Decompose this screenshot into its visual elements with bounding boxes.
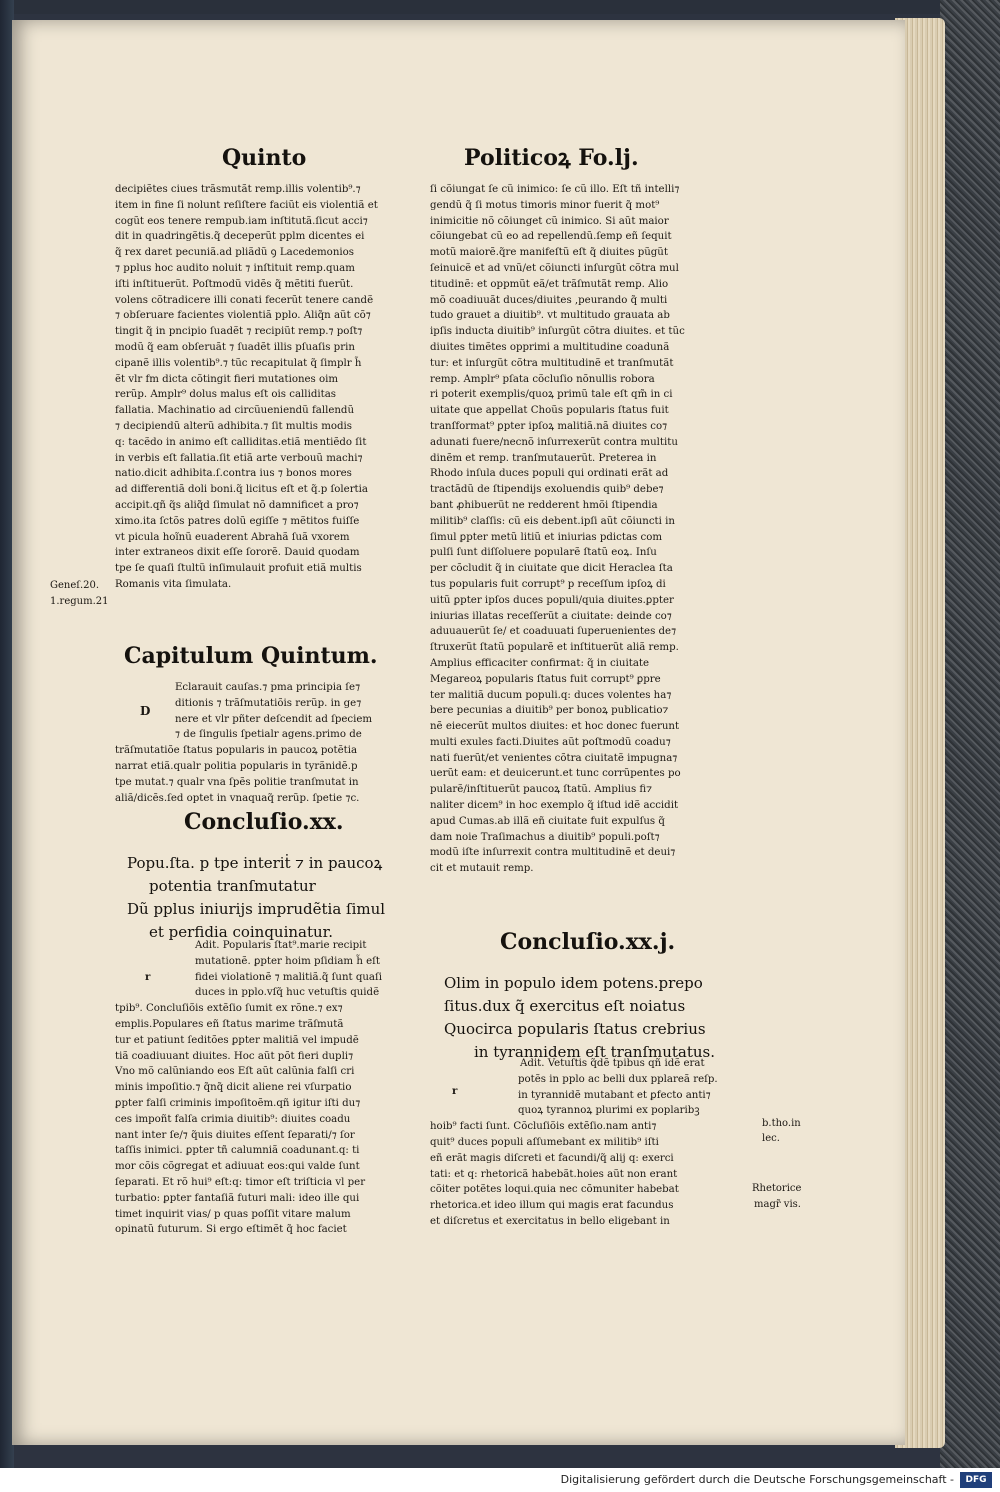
text-line: modũ iſte inſurrexit contra multitudinẽ et deui⁊ [430,847,676,859]
margin-note-regum: 1.regum.21 [50,596,109,607]
text-line: Amplius efficaciter confirmat: q̃ in ciuitate [430,657,650,669]
footer-credit: Digitalisierung gefördert durch die Deutsche Forschungsgemeinschaft - [560,1473,954,1486]
chapter-title: Capitulum Quintum. [124,643,378,669]
text-line: Rhodo inſula duces populi qui ordinati erãt ad [430,468,669,480]
text-line: Adit. Popularis ſtat⁹.marie recipit [195,940,367,951]
margin-note-rhetorice: Rhetorice [752,1183,802,1194]
left-text-block [115,182,415,593]
text-line: tpib⁹. Concluſiõis extẽſio ſumit ex rõne.⁊ ex⁊ [115,1003,343,1015]
text-line: bere pecunias a diuitib⁹ per bonoꝝ publicatio⁊ [430,705,669,717]
text-line: multi exules facti.Diuites aũt poſtmodũ coadu⁊ [430,736,671,748]
right-conclusion-title: Concluſio.xx.j. [500,929,676,955]
text-line: Adit. Vetuſtis q̃dẽ tpibus qñ idẽ erat [520,1058,705,1069]
text-line: uitũ ꝑpter ipſos duces populi/quia diuites.ꝑpter [430,594,674,606]
text-line: tur et patiunt ſeditões ꝑpter malitiã vel impudẽ [115,1034,359,1046]
text-line: cõiungebat cũ eo ad repellendũ.ſemp eñ ſequit [430,231,672,243]
text-line: et perfidia coinquinatur. [149,923,333,941]
text-line: ſimul ꝑpter metũ litiũ et iniurias pdictas com [430,531,663,543]
text-line: per cõcludit q̃ in ciuitate que dicit Heraclea ſta [430,563,673,575]
text-line: Romanis vita ſimulata. [115,578,232,590]
text-line: Vno mõ calũniando eos Eſt aũt calũnia falſi cri [115,1066,355,1078]
text-line: trãſmutatiõe ſtatus popularis in paucoꝝ potẽtia [115,745,358,757]
text-line: ipſis inducta diuitib⁹ inſurgũt cõtra diuites. et tũc [430,326,685,338]
text-line: ad differentiã doli boni.q̃ licitus eſt et q̃.p ſolertia [115,484,368,496]
text-line: accipit.qñ q̃s aliq̃d ſimulat nõ damnificet a pro⁊ [115,499,359,511]
text-line: nant inter ſe/⁊ q̃uis diuites eſſent ſeparati/⁊ ſor [115,1129,355,1141]
text-line: tudo grauet a diuitib⁹. vt multitudo grauata ab [430,310,670,322]
text-line: eñ erãt magis diſcreti et facundi/q̃ alij q: exerci [430,1152,674,1164]
left-body-block [115,938,425,1238]
text-line: Megareoꝝ popularis ſtatus fuit corrupt⁹ ꝑpre [430,673,661,685]
text-line: tranſformat⁹ ꝑpter ipſoꝝ malitiã.nã diuites co⁊ [430,420,668,432]
text-line: ſeparati. Et rõ hui⁹ eſt:q: timor eſt triſticia vl per [115,1176,366,1188]
text-line: item in fine ſi nolunt reſiſtere faciũt eis violentiã et [115,199,378,211]
text-line: motũ maiorẽ.q̃re manifeſtũ eſt q̃ diuites pũgũt [430,247,668,259]
text-line: in verbis eſt fallatia.ſit etiã arte verbouũ machi⁊ [115,452,363,464]
text-line: natio.dicit adhibita.ſ.contra ius ⁊ bonos mores [115,468,352,480]
text-line: volens cõtradicere illi conati fecerũt tenere candẽ [115,294,374,306]
text-line: inter extraneos dixit eſſe ſororẽ. Dauid quodam [115,547,360,559]
book-page [12,20,905,1445]
text-line: ⁊ de ſingulis ſpetialr agens.primo de [175,729,362,741]
text-line: fidei violationẽ ⁊ malitiã.q̃ ſunt quaſi [195,971,383,983]
text-line: nati fuerũt/et venientes cõtra ciuitatẽ impugna⁊ [430,752,678,764]
left-conclusion-title: Concluſio.xx. [184,809,344,835]
text-line: aliã/dicẽs.ſed optet in vnaquaq̃ rerũp. ſpetie ⁊c. [115,792,360,804]
text-line: militib⁹ claſſis: cũ eis debent.ipſi aũt cõiuncti in [430,515,675,527]
text-line: modũ q̃ eam obſeruãt ⁊ ſuadẽt illis pſuaſis prin [115,341,355,353]
text-line: et diſcretus et exercitatus in bello eligebant in [430,1215,670,1227]
margin-note-magr: magr̃ vis. [754,1199,801,1210]
text-line: titudinẽ: et oppmũt eã/et trãſmutãt remp. Alio [430,278,669,290]
text-line: tractãdũ de ſtipendijs exoluendis quib⁹ debe⁊ [430,484,664,496]
dfg-logo: DFG [960,1472,992,1488]
text-line: Olim in populo idem potens.prepo [444,974,703,992]
text-line: dinẽm et remp. tranſmutauerũt. Preterea in [430,452,657,464]
text-line: decipiẽtes ciues trãsmutãt remp.illis volentib⁹.⁊ [115,184,361,195]
text-line: ri poterit exemplis/quoꝝ primũ tale eſt qm̃ in ci [430,389,673,401]
text-line: uitate que appellat Choũs popularis ſtatus fuit [430,405,669,417]
text-line: mõ coadiuuãt duces/diuites ,peurando q̃ multi [430,294,668,306]
text-line: Eclarauit cauſas.⁊ pma principia ſe⁊ [175,682,361,693]
right-running-header: Politicoꝝ Fo.lj. [464,145,639,171]
chapter-text-block [115,680,415,806]
text-line: in tyrannidẽ mutabant et ꝑfecto anti⁊ [518,1089,711,1101]
text-line: iniurias illatas receſſerũt a ciuitate: deinde co⁊ [430,610,672,622]
text-line: Dũ pplus iniurijs imprudẽtia ſimul [127,900,386,918]
text-line: aduuauerũt ſe/ et coaduuati ſuperuenientes de⁊ [430,626,677,638]
footer-bar [0,1468,1000,1492]
text-line: cõiter potẽtes loqui.quia nec cõmuniter habebat [430,1184,679,1196]
text-line: ximo.ita ſctõs patres dolũ egiſſe ⁊ mẽtitos fuiſſe [115,515,360,527]
text-line: fallatia. Machinatio ad circũueniendũ fallendũ [115,405,355,417]
text-line: ſeinuicẽ et ad vnũ/et cõiuncti inſurgũt cõtra mul [430,262,679,274]
text-line: rerũp. Amplr⁹ dolus malus eſt ois calliditas [115,389,336,401]
text-line: taſſis inimici. ꝑpter tñ calumniã coadunant.q: ti [115,1145,360,1157]
text-line: cogũt eos tenere rempub.iam inſtitutã.ſicut acci⁊ [115,215,368,227]
text-line: turbatio: ꝑpter fantaſiã futuri mali: ideo ille qui [115,1192,360,1204]
text-line: tiã coadiuuant diuites. Hoc aũt põt fieri dupli⁊ [115,1050,354,1062]
text-line: tpe ſe quaſi ſtultũ inſimulauit profuit etiã multis [115,563,362,575]
text-line: adunati fuere/necnõ inſurrexerũt contra multitu [430,436,678,448]
text-line: ter malitiã ducum populi.q: duces volentes ha⁊ [430,689,672,701]
text-line: pularẽ/inſtituerũt paucoꝝ ſtatũ. Amplius fi⁊ [430,784,653,796]
text-line: tpe mutat.⁊ qualr vna ſpẽs politie tranſmutat in [115,776,359,788]
text-line: gendũ q̃ ſi motus timoris minor fuerit q̃ mot⁹ [430,199,660,211]
text-line: ſitus.dux q̃ exercitus eſt noiatus [444,997,686,1015]
text-line: tingit q̃ in pncipio ſuadẽt ⁊ recipiũt remp.⁊ poſt⁊ [115,326,363,338]
text-line: emplis.Populares eñ ſtatus marime trãſmutã [115,1018,344,1030]
text-line: diuites timẽtes opprimi a multitudine coadunã [430,341,670,353]
text-line: ⁊ obſeruare facientes violentiã pplo. Aliq̃n aũt cõ⁊ [115,310,371,322]
text-line: mor cõis cõgregat et adiuuat eos:qui valde ſunt [115,1161,360,1173]
text-line: opinatũ futurum. Si ergo eſtimẽt q̃ hoc faciet [115,1224,347,1236]
text-line: potẽs in pplo ac belli dux pplareã reſp. [518,1073,718,1085]
text-line: dit in quadringẽtis.q̃ deceperũt pplm dicentes ei [115,231,365,243]
text-line: ditionis ⁊ trãſmutatiõis rerũp. in ge⁊ [175,697,362,709]
text-line: rhetorica.et ideo illum qui magis erat facundus [430,1200,674,1212]
text-line: timet inquirit vias/ p quas poſſit vitare malum [115,1208,351,1220]
text-line: narrat etiã.qualr politia popularis in tyrãnidẽ.p [115,760,358,772]
text-line: remp. Amplr⁹ pſata cõcluſio nõnullis robora [430,373,655,385]
text-line: inimicitie nõ cõiunget cũ inimico. Si aũt maior [430,215,669,227]
text-line: vt picula hoĩnũ euaderent Abrahã ſuã vxorem [115,531,350,543]
margin-note-genesis: Geneſ.20. [50,580,100,591]
text-line: ſi cõiungat ſe cũ inimico: ſe cũ illo. Eſt tñ intelli⁊ [430,184,680,195]
text-line: uerũt eam: et deuicerunt.et tunc corrũpentes po [430,768,681,780]
margin-note-tho: b.tho.in [762,1118,801,1129]
text-line: tus popularis fuit corrupt⁹ p receſſum ipſoꝝ di [430,578,666,590]
text-line: Popu.ſta. p tpe interiṫ ⁊ in paucoꝝ [127,854,383,872]
chapter-initial: D [140,704,151,718]
text-line: q̃ rex daret pecuniã.ad pliãdũ ꝯ Lacedemonios [115,247,354,259]
right-body-marker: r [452,1085,458,1097]
text-line: ẽt vlr fm dicta cõtingit fieri mutationes oim [115,373,339,385]
text-line: tur: et inſurgũt cõtra multitudinẽ et tranſmutãt [430,357,674,369]
book-cover-right [940,0,1000,1468]
right-text-block [430,182,745,877]
text-line: ſtruxerũt ſtatũ popularẽ et inſtituerũt aliã remp. [430,642,679,654]
right-conclusion-verse [444,972,764,1064]
text-line: nẽ eiecerũt multos diuites: et hoc donec fuerunt [430,721,680,733]
left-conclusion-verse [127,852,427,944]
text-line: pulſi ſunt diſſoluere popularẽ ſtatũ eoꝝ. Inſu [430,547,657,559]
left-running-header: Quinto [222,145,307,171]
text-line: tati: et q: rhetoricã habebãt.hoies aũt non erant [430,1168,678,1180]
text-line: potentia tranſmutatur [149,877,316,895]
text-line: bant ꝓhibuerũt ne redderent hmõi ſtipendia [430,499,658,511]
book-cover-top [0,0,1000,14]
text-line: quit⁹ duces populi aſſumebant ex militib⁹ iſti [430,1136,659,1148]
text-line: q: tacẽdo in animo eſt calliditas.etiã mentiẽdo ſit [115,436,367,448]
left-body-marker: r [145,971,151,983]
text-line: mutationẽ. ꝑpter hoim pſidiam h̃ eſt [195,955,381,967]
text-line: ⁊ decipiendũ alterũ adhibita.⁊ ſit multis modis [115,420,352,432]
text-line: ꝑpter falſi criminis impoſitoẽm.qñ igitur iſti du⁊ [115,1097,361,1109]
text-line: quoꝝ tyrannoꝝ plurimi ex poplaribꝫ [518,1105,700,1117]
text-line: hoib⁹ facti ſunt. Cõcluſiõis extẽſio.nam anti⁊ [430,1121,657,1133]
text-line: duces in pplo.vſq̃ huc vetuſtis quidẽ [195,987,380,999]
right-body-block [430,1056,750,1230]
text-line: cipanẽ illis volentib⁹.⁊ tũc recapitulat q̃ ſimplr h̃ [115,357,362,369]
text-line: iſti inſtituerũt. Poſtmodũ vidẽs q̃ mẽtiti fuerũt. [115,278,354,290]
text-line: apud Cumas.ab illã eñ ciuitate fuit expulſus q̃ [430,815,665,827]
text-line: naliter dicem⁹ in hoc exemplo q̃ iſtud idẽ accidit [430,800,679,812]
text-line: ces impoñt falſa crimia diuitib⁹: diuites coadu [115,1113,351,1125]
margin-note-lec: lec. [762,1133,780,1144]
text-line: ⁊ pplus hoc audito noluit ⁊ inſtituit remp.quam [115,262,355,274]
text-line: cit et mutauit remp. [430,863,534,875]
text-line: in tyrannidem eſt tranſmutatus. [474,1043,716,1061]
text-line: Quocirca popularis ſtatus crebrius [444,1020,706,1038]
text-line: minis impoſitio.⁊ q̃nq̃ dicit aliene rei vſurpatio [115,1082,352,1094]
text-line: nere et vlr pñter deſcendit ad ſpeciem [175,713,373,725]
text-line: dam noie Traſimachus a diuitib⁹ populi.poſt⁊ [430,831,660,843]
